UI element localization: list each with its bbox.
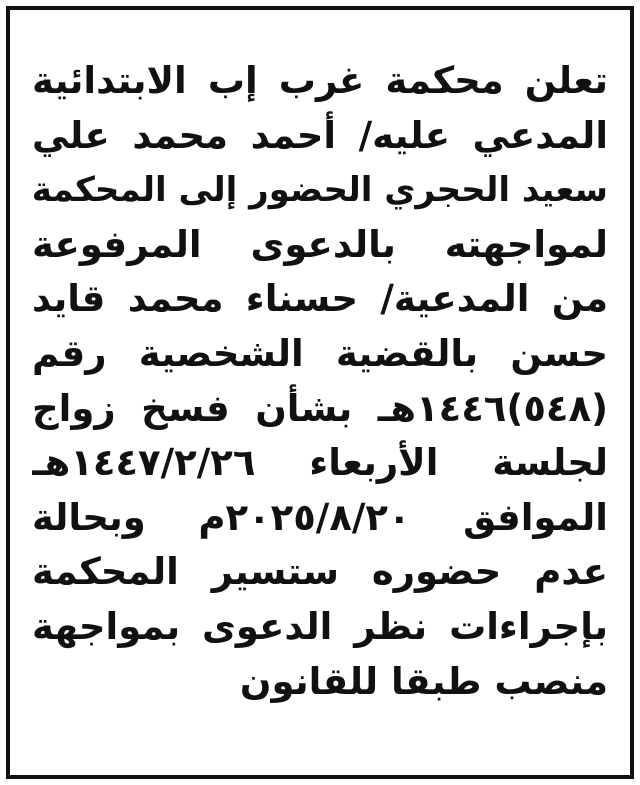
notice-line-1: تعلن محكمة غرب إب الابتدائية (32, 59, 608, 102)
notice-line-6: حسن بالقضية الشخصية رقم (32, 331, 608, 375)
notice-line-10: عدم حضوره ستسير المحكمة (32, 550, 608, 594)
notice-line-4: لمواجهته بالدعوى المرفوعة (32, 222, 608, 266)
notice-line-8: لجلسة الأربعاء ١٤٤٧/٢/٢٦هـ (32, 441, 608, 485)
notice-frame (6, 6, 634, 779)
notice-line-3: سعيد الحجري الحضور إلى المحكمة (32, 170, 608, 211)
notice-line-5: من المدعية/ حسناء محمد قايد (32, 277, 608, 321)
notice-line-12: منصب طبقا للقانون (239, 659, 608, 703)
notice-line-9: الموافق ٢٠٢٥/٨/٢٠م وبحالة (32, 495, 608, 539)
notice-body (32, 54, 608, 709)
notice-line-11: بإجراءات نظر الدعوى بمواجهة (32, 604, 608, 648)
notice-line-2: المدعي عليه/ أحمد محمد علي (32, 113, 608, 157)
notice-line-7: (٥٤٨)١٤٤٦هـ بشأن فسخ زواج (32, 386, 608, 430)
